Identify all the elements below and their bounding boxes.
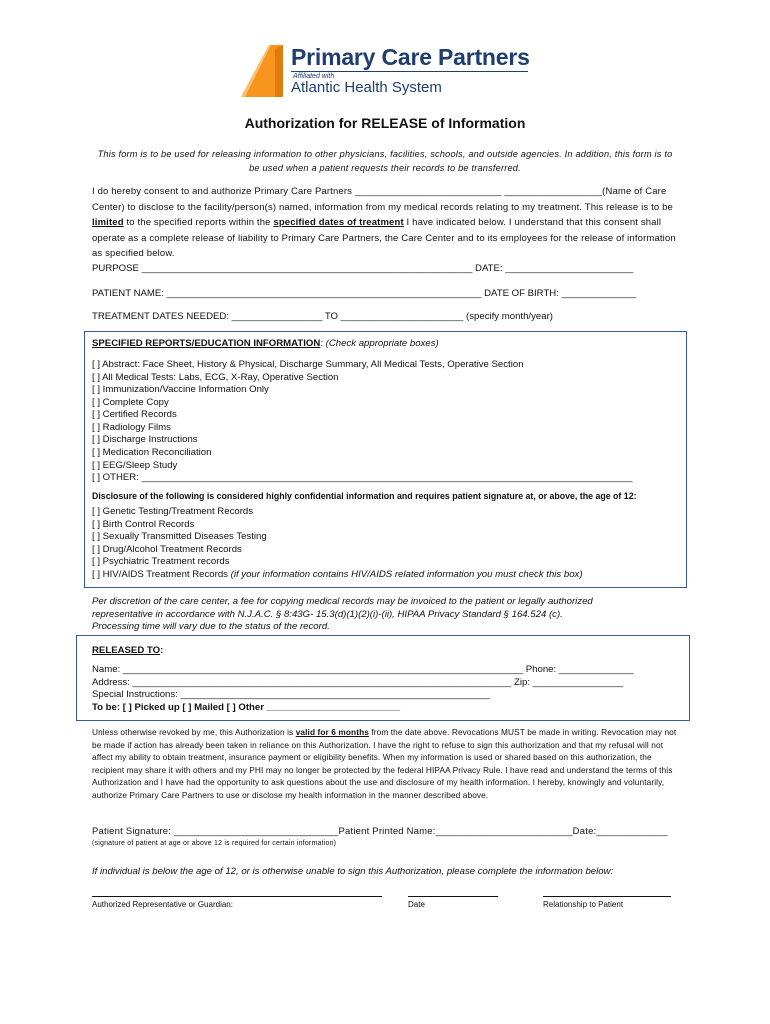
checkbox-item[interactable]: [ ] Psychiatric Treatment records [92,556,230,567]
discretion-line: representative in accordance with N.J.A.C. § 8:43G- 15.3(d)(1)(2)(i)-(ii), HIPAA Privacy Standard § 164.524 (c). [92,608,563,620]
relationship-line[interactable] [543,896,671,897]
consent-text: I have indicated below. I understand that this consent shall operate as a complete release of liability to Primary Care Partners, the Care Center and to its employees for the release of information as specified below. [92,217,676,260]
consent-limited: limited [92,217,124,229]
representative-date-label: Date [408,900,425,909]
logo-divider [291,71,528,72]
released-to-colon: : [160,645,164,656]
checkbox-item[interactable]: [ ] Discharge Instructions [92,434,198,445]
checkbox-item-other[interactable]: [ ] OTHER: ____________________________________________________________________________________________ [92,472,633,483]
signature-note: (signature of patient at age or above 12 is required for certain information) [92,840,337,847]
checkbox-item[interactable]: [ ] Radiology Films [92,422,171,433]
reports-heading-note: : (Check appropriate boxes) [320,338,439,349]
logo-health-system: Atlantic Health System [291,79,442,96]
fee-discretion-note [92,596,672,634]
checkbox-item[interactable]: [ ] Immunization/Vaccine Information Only [92,384,269,395]
patient-name-field[interactable]: PATIENT NAME: ___________________________________________________________ DATE OF BIRTH: ______________ [92,288,637,299]
minor-instructions: If individual is below the age of 12, or is otherwise unable to sign this Authorization, please complete the information below: [92,866,614,877]
released-name-field[interactable]: Name: ___________________________________________________________________________ Phone: ______________ [92,664,634,675]
logo-mark-icon [241,45,283,97]
revocation-paragraph [92,726,682,802]
relationship-label: Relationship to Patient [543,900,624,909]
checkbox-item[interactable]: [ ] Sexually Transmitted Diseases Testing [92,531,267,542]
checkbox-item-hiv[interactable] [92,569,583,582]
consent-text: to the specified reports within the [123,217,274,229]
revocation-text: Unless otherwise revoked by me, this Authorization is [92,727,296,737]
intro-text: This form is to be used for releasing information to other physicians, facilities, schools, and outside agencies. In addition, this form is to be used when a patient requests their records to be transferred. [97,149,673,173]
logo-affiliation: Affiliated with [293,73,335,80]
checkbox-item[interactable]: [ ] Medication Reconciliation [92,447,212,458]
checkbox-item[interactable]: [ ] Certified Records [92,409,177,420]
discretion-line: Processing time will vary due to the status of the record. [92,621,330,632]
released-to-label: RELEASED TO [92,645,161,656]
confidential-heading: Disclosure of the following is considered highly confidential information and requires patient signature at, or above, the age of 12: [92,491,637,501]
revocation-valid: valid for 6 months [295,727,369,737]
discretion-line: Per discretion of the care center, a fee for copying medical records may be invoiced to the patient or legally authorized [92,596,593,607]
representative-date-line[interactable] [408,896,498,897]
checkbox-item[interactable]: [ ] Drug/Alcohol Treatment Records [92,544,242,555]
document-title: Authorization for RELEASE of Information [244,115,526,131]
representative-signature-line[interactable] [92,896,382,897]
representative-label: Authorized Representative or Guardian: [92,900,233,909]
released-address-field[interactable]: Address: _______________________________________________________________________ Zip: _________________ [92,677,624,688]
checkbox-item[interactable]: [ ] EEG/Sleep Study [92,460,178,471]
purpose-field[interactable]: PURPOSE ______________________________________________________________ DATE: ________________________ [92,263,634,274]
reports-heading [92,338,439,349]
checkbox-item[interactable]: [ ] Birth Control Records [92,519,195,530]
consent-paragraph [92,184,682,262]
patient-signature-line[interactable]: Patient Signature: ______________________________Patient Printed Name:_________________________Date:_____________ [92,826,668,837]
checkbox-item[interactable]: [ ] All Medical Tests: Labs, ECG, X-Ray, Operative Section [92,372,339,383]
hiv-note: (if your information contains HIV/AIDS related information you must check this box) [227,569,583,580]
special-instructions-field[interactable]: Special Instructions: __________________________________________________________ [92,689,490,700]
revocation-text: from the date above. Revocations MUST be made in writing. Revocation may not be made if action has already been taken in reliance on this Authorization. I have the right to refuse to sign this authorization and that my refusal will not affect my ability to obtain treatment, insurance payment or eligibility benefits. When my information is used or shared based on this authorization, the recipient may share it with others and my PHI may no longer be protected by the federal HIPAA Privacy Rule. I have read and understand the terms of this Authorization and I have had the opportunity to ask questions about the use and disclosure of my health information. I hereby, knowingly and voluntarily, authorize Primary Care Partners to use or disclose my health information in the manner described above. [92,727,677,800]
released-to-heading [92,645,163,656]
hiv-label: [ ] HIV/AIDS Treatment Records [92,569,228,580]
reports-heading-label: SPECIFIED REPORTS/EDUCATION INFORMATION [92,338,321,349]
consent-dates: specified dates of treatment [273,217,404,229]
checkbox-item[interactable]: [ ] Abstract: Face Sheet, History & Physical, Discharge Summary, All Medical Tests, Operative Section [92,359,524,370]
treatment-dates-field[interactable]: TREATMENT DATES NEEDED: _________________ TO _______________________ (specify month/year) [92,311,553,322]
delivery-method-options[interactable]: To be: [ ] Picked up [ ] Mailed [ ] Other _________________________ [92,702,401,713]
logo-name: Primary Care Partners [291,44,530,70]
checkbox-item[interactable]: [ ] Complete Copy [92,397,169,408]
consent-text: I do hereby consent to and authorize Primary Care Partners ___________________________ __________________(Name of Care Center) to disclose to the facility/person(s) named, information from my medical records relating to my treatment. This release is to be [92,186,673,213]
checkbox-item[interactable]: [ ] Genetic Testing/Treatment Records [92,506,254,517]
